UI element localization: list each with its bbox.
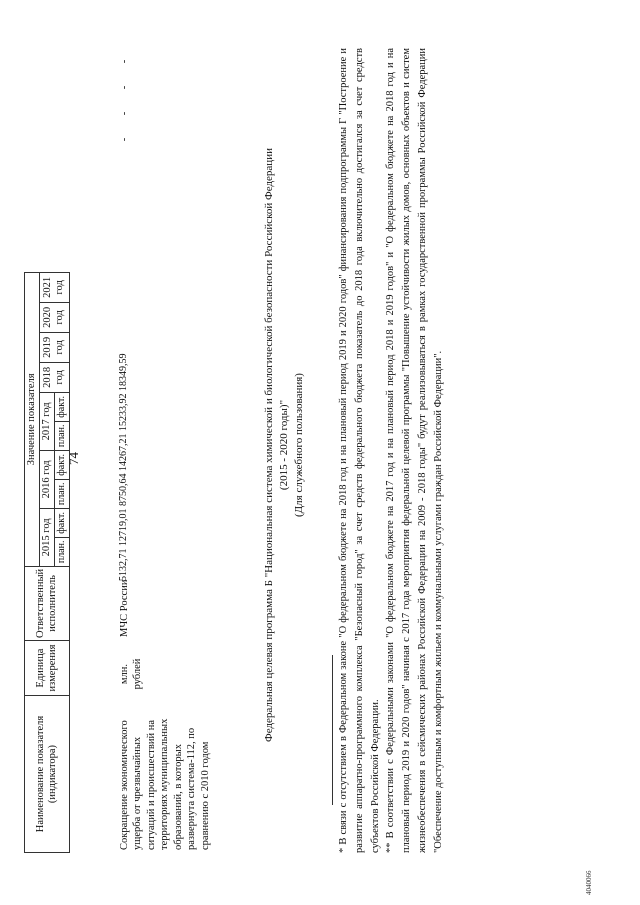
indicator-unit: млн. рублей xyxy=(119,658,144,690)
page-number: 74 xyxy=(66,452,81,465)
indicator-name: Сокращение экономического ущерба от чрезвычайных ситуаций и происшествий на территориях муниципальных образований, в которых развернута система-112, по сравнению с 2010 годом xyxy=(119,718,211,850)
header-plan: план. xyxy=(55,421,70,450)
header-2016: 2016 год xyxy=(40,450,55,508)
header-2018: 2018 год xyxy=(40,362,70,392)
header-executor: Ответственный исполнитель xyxy=(25,566,70,640)
value-2018: - xyxy=(119,137,130,142)
header-2020: 2020 год xyxy=(40,302,70,332)
header-2021: 2021 год xyxy=(40,272,70,302)
footnote-2: ** В соответствии с Федеральными законами "О федеральном бюджете на 2017 год и на плановый период 2018 и 2019 годов" и "О федеральном бюджете на 2018 год и на плановый период 2019 и 2020 годов" начиная с 2017 года мероприятия федеральной целевой программы "Повышение устойчивости жилых домов, основных объектов и систем жизнеобеспечения в сейсмических районах Российской Федерации на 2009 - 2018 годы" будут реализовываться в рамках государственной программы Российской Федерации "Обеспечение доступным и комфортным жильем и коммунальными услугами граждан Российской Федерации". xyxy=(385,48,444,853)
footnote-divider xyxy=(332,655,333,805)
header-2017: 2017 год xyxy=(40,392,55,450)
program-title: Федеральная целевая программа Б "Национальная система химической и биологической безопасности Российской Федерации (2015 - 2020 годы)" xyxy=(263,148,290,742)
document-code: 4040066 xyxy=(585,870,593,895)
indicator-values: 5132,71 12719,01 8750,64 14267,21 15233,92 18349,59 xyxy=(118,353,129,581)
header-fact: факт. xyxy=(55,450,70,479)
indicator-executor: МЧС России xyxy=(119,579,130,637)
header-fact: факт. xyxy=(55,508,70,537)
program-heading xyxy=(262,135,307,755)
header-plan: план. xyxy=(55,537,70,566)
value-2019: - xyxy=(119,111,130,116)
header-2015: 2015 год xyxy=(40,508,55,566)
header-unit: Единица измерения xyxy=(25,641,70,696)
header-name: Наименование показателя (индикатора) xyxy=(25,696,70,853)
footnote-1: * В связи с отсутствием в Федеральном законе "О федеральном бюджете на 2018 год и на плановый период 2019 и 2020 годов" финансирования подпрограммы Г "Построение и развитие аппаратно-программного комплекса "Безопасный город" за счет средств федерального бюджета показатель до 2018 года включительно достигался за счет средств субъектов Российской Федерации. xyxy=(338,48,381,853)
value-2021: - xyxy=(119,59,130,64)
footnotes xyxy=(336,48,446,853)
header-plan: план. xyxy=(55,479,70,508)
header-2019: 2019 год xyxy=(40,332,70,362)
indicator-table xyxy=(24,272,70,853)
program-note: (Для служебного пользования) xyxy=(292,373,305,517)
header-fact: факт. xyxy=(55,392,70,421)
value-2020: - xyxy=(119,85,130,90)
header-values-group: Значение показателя xyxy=(25,272,40,566)
table-row xyxy=(118,48,268,853)
